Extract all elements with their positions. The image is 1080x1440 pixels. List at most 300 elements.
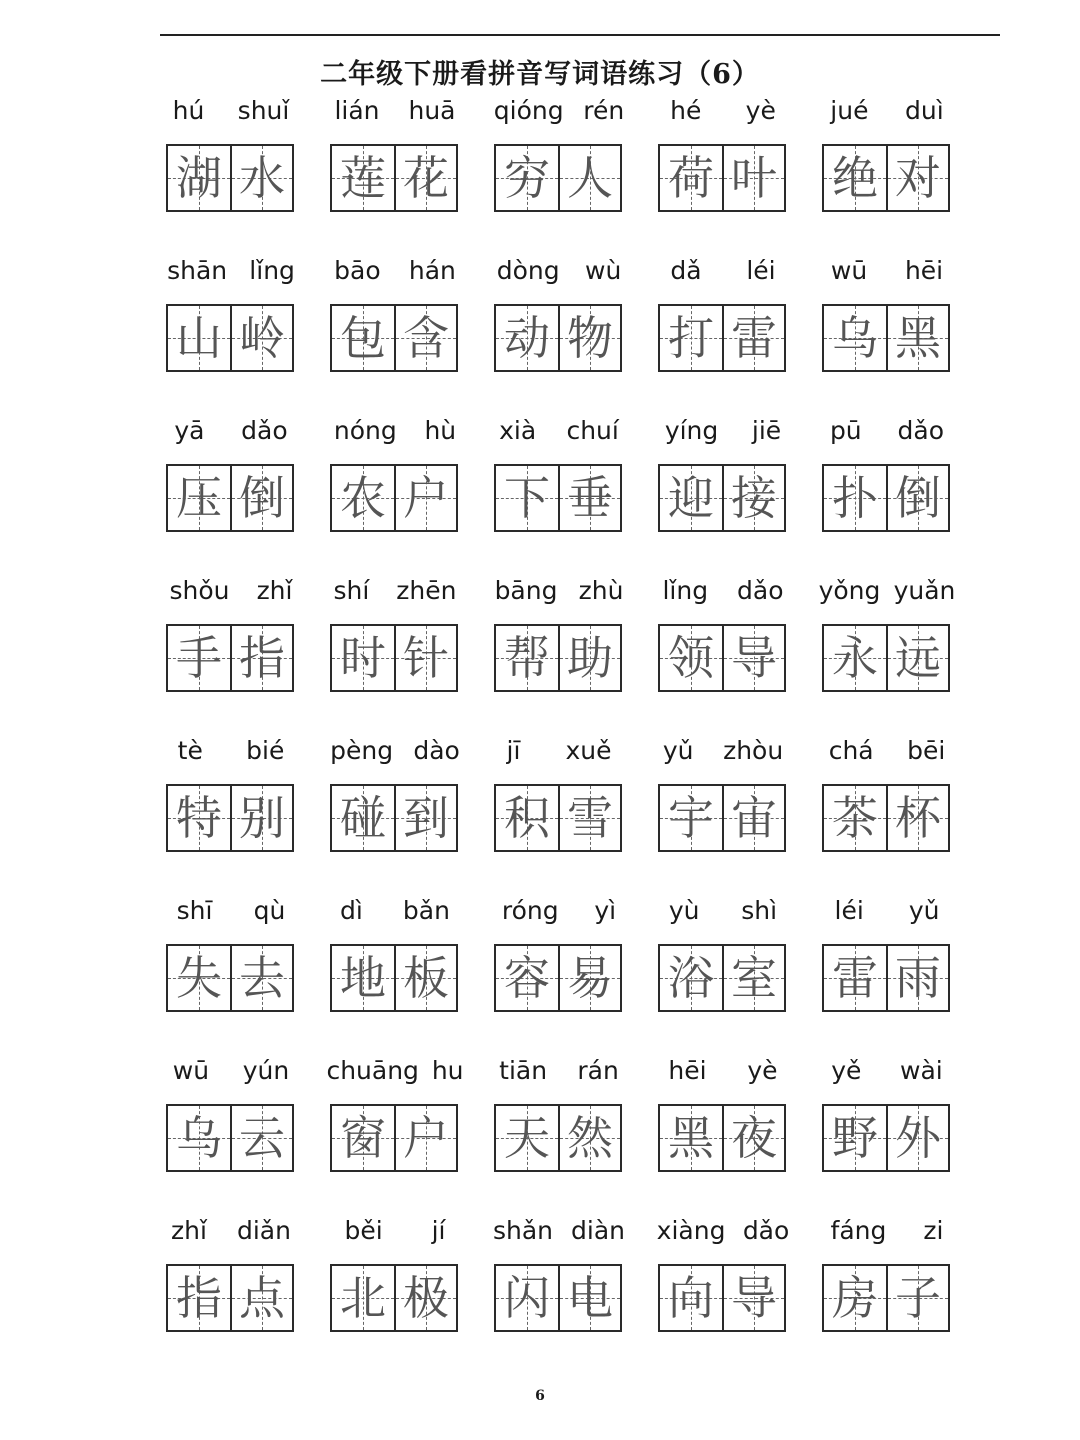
tianzige-cell: [496, 146, 558, 210]
tianzige-cell: [496, 1266, 558, 1330]
word-item: [808, 88, 972, 248]
hanzi-character: 迎: [668, 471, 714, 525]
tianzige-box: [494, 464, 622, 532]
pinyin-syllable: hu: [431, 1056, 464, 1085]
tianzige-cell: [722, 1106, 784, 1170]
hanzi-character: 叶: [731, 151, 777, 205]
pinyin-line: [484, 736, 634, 765]
pinyin-syllable: chuāng: [326, 1056, 419, 1085]
tianzige-box: [330, 304, 458, 372]
hanzi-character: 板: [403, 951, 449, 1005]
pinyin-syllable: tiān: [499, 1056, 548, 1085]
tianzige-box: [166, 464, 294, 532]
hanzi-character: 失: [176, 951, 222, 1005]
tianzige-box: [822, 144, 950, 212]
tianzige-cell: [660, 306, 722, 370]
pinyin-syllable: shī: [176, 896, 213, 925]
hanzi-character: 碰: [340, 791, 386, 845]
pinyin-syllable: lián: [334, 96, 380, 125]
pinyin-syllable: chuí: [566, 416, 619, 445]
page-title: 二年级下册看拼音写词语练习（6）: [320, 59, 760, 90]
word-item: [316, 1208, 480, 1368]
tianzige-box: [658, 944, 786, 1012]
hanzi-character: 绝: [832, 151, 878, 205]
pinyin-line: [812, 96, 962, 125]
pinyin-syllable: zhǐ: [171, 1216, 207, 1245]
pinyin-syllable: zi: [923, 1216, 944, 1245]
tianzige-cell: [722, 626, 784, 690]
pinyin-syllable: shǎn: [492, 1216, 554, 1245]
pinyin-syllable: jī: [506, 736, 521, 765]
hanzi-character: 容: [504, 951, 550, 1005]
hanzi-character: 宙: [731, 791, 777, 845]
pinyin-syllable: hēi: [904, 256, 944, 285]
pinyin-syllable: wài: [900, 1056, 943, 1085]
tianzige-cell: [824, 946, 886, 1010]
tianzige-box: [822, 624, 950, 692]
pinyin-line: [648, 256, 798, 285]
word-item: [152, 1208, 316, 1368]
tianzige-box: [494, 1104, 622, 1172]
pinyin-line: [648, 576, 798, 605]
word-item: [152, 568, 316, 728]
pinyin-syllable: nóng: [333, 416, 397, 445]
hanzi-character: 子: [895, 1271, 941, 1325]
tianzige-cell: [332, 946, 394, 1010]
tianzige-cell: [496, 786, 558, 850]
hanzi-character: 领: [668, 631, 714, 685]
pinyin-syllable: dǎo: [241, 416, 288, 445]
word-item: [480, 728, 644, 888]
hanzi-character: 黑: [668, 1111, 714, 1165]
tianzige-box: [494, 944, 622, 1012]
tianzige-cell: [558, 626, 620, 690]
word-grid: [152, 88, 972, 1368]
pinyin-syllable: léi: [746, 256, 776, 285]
pinyin-syllable: xuě: [565, 736, 612, 765]
pinyin-syllable: yún: [242, 1056, 290, 1085]
word-item: [808, 1048, 972, 1208]
pinyin-line: [156, 1056, 306, 1085]
word-item: [644, 728, 808, 888]
hanzi-character: 物: [567, 311, 613, 365]
hanzi-character: 地: [340, 951, 386, 1005]
word-item: [316, 88, 480, 248]
tianzige-box: [494, 304, 622, 372]
pinyin-syllable: yè: [747, 1056, 778, 1085]
tianzige-cell: [332, 146, 394, 210]
tianzige-cell: [558, 786, 620, 850]
hanzi-character: 雨: [895, 951, 941, 1005]
tianzige-box: [330, 624, 458, 692]
tianzige-box: [166, 944, 294, 1012]
hanzi-character: 外: [895, 1111, 941, 1165]
hanzi-character: 莲: [340, 151, 386, 205]
hanzi-character: 雷: [832, 951, 878, 1005]
tianzige-cell: [230, 1106, 292, 1170]
hanzi-character: 茶: [832, 791, 878, 845]
hanzi-character: 人: [567, 151, 613, 205]
tianzige-cell: [722, 946, 784, 1010]
tianzige-box: [166, 144, 294, 212]
pinyin-syllable: bēi: [907, 736, 946, 765]
tianzige-box: [658, 624, 786, 692]
pinyin-syllable: jí: [431, 1216, 446, 1245]
pinyin-syllable: zhòu: [723, 736, 784, 765]
tianzige-cell: [660, 626, 722, 690]
tianzige-cell: [660, 466, 722, 530]
pinyin-syllable: yuǎn: [893, 576, 956, 605]
pinyin-syllable: shǒu: [169, 576, 230, 605]
tianzige-cell: [394, 946, 456, 1010]
pinyin-syllable: bāng: [494, 576, 558, 605]
hanzi-character: 夜: [731, 1111, 777, 1165]
hanzi-character: 室: [731, 951, 777, 1005]
hanzi-character: 特: [176, 791, 222, 845]
hanzi-character: 乌: [832, 311, 878, 365]
hanzi-character: 山: [176, 311, 222, 365]
hanzi-character: 时: [340, 631, 386, 685]
pinyin-line: [156, 736, 306, 765]
pinyin-syllable: hù: [424, 416, 457, 445]
tianzige-cell: [168, 786, 230, 850]
pinyin-line: [812, 736, 962, 765]
word-item: [644, 568, 808, 728]
pinyin-syllable: jiē: [751, 416, 782, 445]
hanzi-character: 易: [567, 951, 613, 1005]
hanzi-character: 闪: [504, 1271, 550, 1325]
tianzige-cell: [558, 946, 620, 1010]
page-number: 6: [535, 1388, 545, 1404]
tianzige-cell: [230, 306, 292, 370]
pinyin-syllable: dòng: [496, 256, 560, 285]
tianzige-box: [658, 784, 786, 852]
word-item: [316, 888, 480, 1048]
tianzige-cell: [230, 626, 292, 690]
pinyin-syllable: duì: [905, 96, 944, 125]
pinyin-line: [648, 736, 798, 765]
pinyin-line: [484, 1216, 634, 1245]
hanzi-character: 乌: [176, 1111, 222, 1165]
pinyin-syllable: dǎ: [670, 256, 702, 285]
pinyin-syllable: zhēn: [396, 576, 457, 605]
tianzige-box: [166, 784, 294, 852]
tianzige-cell: [230, 1266, 292, 1330]
tianzige-cell: [230, 466, 292, 530]
pinyin-syllable: pū: [829, 416, 862, 445]
word-item: [480, 888, 644, 1048]
pinyin-syllable: shì: [741, 896, 778, 925]
pinyin-line: [156, 576, 306, 605]
tianzige-cell: [886, 146, 948, 210]
pinyin-line: [812, 1216, 962, 1245]
pinyin-syllable: hēi: [668, 1056, 707, 1085]
pinyin-line: [484, 96, 634, 125]
hanzi-character: 向: [668, 1271, 714, 1325]
pinyin-syllable: yǔ: [908, 896, 940, 925]
hanzi-character: 助: [567, 631, 613, 685]
hanzi-character: 包: [340, 311, 386, 365]
pinyin-syllable: qióng: [493, 96, 564, 125]
pinyin-syllable: wù: [585, 256, 622, 285]
tianzige-box: [822, 784, 950, 852]
word-item: [808, 1208, 972, 1368]
word-item: [644, 888, 808, 1048]
tianzige-cell: [824, 466, 886, 530]
tianzige-cell: [558, 1266, 620, 1330]
word-item: [316, 1048, 480, 1208]
hanzi-character: 去: [239, 951, 285, 1005]
hanzi-character: 别: [239, 791, 285, 845]
pinyin-syllable: yì: [594, 896, 617, 925]
tianzige-cell: [230, 786, 292, 850]
tianzige-box: [330, 784, 458, 852]
hanzi-character: 指: [176, 1271, 222, 1325]
tianzige-cell: [168, 146, 230, 210]
pinyin-line: [320, 416, 470, 445]
tianzige-cell: [394, 626, 456, 690]
pinyin-syllable: yè: [745, 96, 776, 125]
pinyin-syllable: dǎo: [897, 416, 945, 445]
tianzige-cell: [168, 306, 230, 370]
word-item: [480, 1208, 644, 1368]
pinyin-line: [320, 1216, 470, 1245]
tianzige-box: [166, 1104, 294, 1172]
tianzige-box: [822, 304, 950, 372]
top-rule: [160, 34, 1000, 36]
pinyin-syllable: róng: [501, 896, 559, 925]
word-item: [808, 568, 972, 728]
pinyin-syllable: běi: [344, 1216, 383, 1245]
word-item: [480, 1048, 644, 1208]
tianzige-box: [658, 304, 786, 372]
pinyin-line: [484, 1056, 634, 1085]
pinyin-syllable: tè: [177, 736, 203, 765]
word-item: [152, 408, 316, 568]
hanzi-character: 点: [239, 1271, 285, 1325]
tianzige-cell: [722, 306, 784, 370]
word-item: [808, 248, 972, 408]
hanzi-character: 黑: [895, 311, 941, 365]
tianzige-cell: [886, 786, 948, 850]
word-item: [316, 728, 480, 888]
hanzi-character: 电: [567, 1271, 613, 1325]
tianzige-cell: [722, 466, 784, 530]
pinyin-syllable: diàn: [571, 1216, 625, 1245]
tianzige-cell: [496, 626, 558, 690]
word-item: [480, 568, 644, 728]
pinyin-syllable: yě: [831, 1056, 862, 1085]
tianzige-cell: [394, 1266, 456, 1330]
word-item: [152, 888, 316, 1048]
hanzi-character: 窗: [340, 1111, 386, 1165]
hanzi-character: 含: [403, 311, 449, 365]
pinyin-syllable: huā: [408, 96, 456, 125]
hanzi-character: 倒: [895, 471, 941, 525]
hanzi-character: 扑: [832, 471, 878, 525]
pinyin-syllable: jué: [830, 96, 869, 125]
pinyin-syllable: yā: [174, 416, 205, 445]
hanzi-character: 压: [176, 471, 222, 525]
pinyin-syllable: wū: [172, 1056, 210, 1085]
tianzige-cell: [558, 306, 620, 370]
word-item: [644, 1048, 808, 1208]
tianzige-cell: [394, 786, 456, 850]
pinyin-syllable: pèng: [330, 736, 394, 765]
word-item: [152, 728, 316, 888]
pinyin-line: [156, 1216, 306, 1245]
hanzi-character: 到: [403, 791, 449, 845]
hanzi-character: 荷: [668, 151, 714, 205]
pinyin-syllable: léi: [834, 896, 864, 925]
hanzi-character: 积: [504, 791, 550, 845]
pinyin-syllable: hán: [408, 256, 456, 285]
tianzige-cell: [722, 786, 784, 850]
hanzi-character: 打: [668, 311, 714, 365]
tianzige-cell: [660, 786, 722, 850]
tianzige-box: [166, 1264, 294, 1332]
hanzi-character: 指: [239, 631, 285, 685]
pinyin-syllable: lǐng: [249, 256, 295, 285]
pinyin-syllable: yíng: [664, 416, 719, 445]
tianzige-box: [330, 1104, 458, 1172]
pinyin-line: [648, 1056, 798, 1085]
pinyin-line: [320, 256, 470, 285]
pinyin-syllable: diǎn: [236, 1216, 291, 1245]
tianzige-cell: [332, 466, 394, 530]
hanzi-character: 手: [176, 631, 222, 685]
hanzi-character: 户: [403, 471, 449, 525]
hanzi-character: 水: [239, 151, 285, 205]
pinyin-line: [648, 96, 798, 125]
pinyin-line: [812, 256, 962, 285]
pinyin-syllable: zhǐ: [256, 576, 293, 605]
hanzi-character: 对: [895, 151, 941, 205]
tianzige-box: [494, 144, 622, 212]
pinyin-line: [812, 416, 962, 445]
tianzige-cell: [332, 626, 394, 690]
pinyin-syllable: yù: [668, 896, 700, 925]
tianzige-cell: [886, 946, 948, 1010]
pinyin-line: [812, 896, 962, 925]
tianzige-cell: [168, 1266, 230, 1330]
pinyin-line: [648, 896, 798, 925]
pinyin-syllable: wū: [830, 256, 868, 285]
tianzige-cell: [824, 146, 886, 210]
tianzige-box: [658, 144, 786, 212]
pinyin-syllable: zhù: [578, 576, 624, 605]
tianzige-cell: [886, 626, 948, 690]
pinyin-syllable: yǒng: [818, 576, 881, 605]
word-item: [808, 728, 972, 888]
tianzige-cell: [558, 466, 620, 530]
tianzige-box: [822, 464, 950, 532]
hanzi-character: 花: [403, 151, 449, 205]
word-item: [480, 408, 644, 568]
word-item: [480, 88, 644, 248]
tianzige-box: [330, 1264, 458, 1332]
tianzige-cell: [394, 1106, 456, 1170]
pinyin-syllable: shān: [167, 256, 228, 285]
pinyin-line: [156, 256, 306, 285]
tianzige-cell: [886, 466, 948, 530]
hanzi-character: 垂: [567, 471, 613, 525]
tianzige-cell: [660, 1106, 722, 1170]
pinyin-line: [648, 1216, 798, 1245]
word-item: [808, 888, 972, 1048]
hanzi-character: 远: [895, 631, 941, 685]
tianzige-cell: [168, 466, 230, 530]
tianzige-cell: [496, 946, 558, 1010]
tianzige-cell: [230, 946, 292, 1010]
tianzige-box: [822, 1264, 950, 1332]
tianzige-cell: [824, 1106, 886, 1170]
word-item: [644, 88, 808, 248]
pinyin-line: [484, 416, 634, 445]
pinyin-line: [156, 96, 306, 125]
word-item: [152, 1048, 316, 1208]
tianzige-cell: [496, 1106, 558, 1170]
hanzi-character: 浴: [668, 951, 714, 1005]
pinyin-syllable: shí: [333, 576, 370, 605]
pinyin-syllable: xià: [499, 416, 537, 445]
tianzige-box: [658, 1104, 786, 1172]
hanzi-character: 农: [340, 471, 386, 525]
tianzige-cell: [886, 1106, 948, 1170]
word-item: [644, 1208, 808, 1368]
word-item: [152, 88, 316, 248]
hanzi-character: 然: [567, 1111, 613, 1165]
hanzi-character: 湖: [176, 151, 222, 205]
tianzige-cell: [394, 306, 456, 370]
tianzige-cell: [722, 146, 784, 210]
hanzi-character: 户: [403, 1111, 449, 1165]
pinyin-syllable: bǎn: [402, 896, 450, 925]
pinyin-syllable: yǔ: [662, 736, 694, 765]
pinyin-syllable: bié: [246, 736, 285, 765]
hanzi-character: 针: [403, 631, 449, 685]
tianzige-cell: [660, 1266, 722, 1330]
tianzige-box: [494, 784, 622, 852]
tianzige-cell: [168, 1106, 230, 1170]
hanzi-character: 下: [504, 471, 550, 525]
pinyin-line: [484, 576, 634, 605]
pinyin-syllable: chá: [828, 736, 874, 765]
pinyin-syllable: fáng: [830, 1216, 887, 1245]
word-item: [808, 408, 972, 568]
tianzige-cell: [332, 1106, 394, 1170]
tianzige-cell: [496, 466, 558, 530]
tianzige-cell: [824, 306, 886, 370]
tianzige-cell: [394, 466, 456, 530]
hanzi-character: 导: [731, 631, 777, 685]
hanzi-character: 北: [340, 1271, 386, 1325]
tianzige-cell: [886, 1266, 948, 1330]
pinyin-syllable: dǎo: [742, 1216, 790, 1245]
tianzige-cell: [332, 306, 394, 370]
tianzige-cell: [886, 306, 948, 370]
pinyin-line: [156, 896, 306, 925]
pinyin-line: [648, 416, 798, 445]
hanzi-character: 宇: [668, 791, 714, 845]
tianzige-cell: [558, 1106, 620, 1170]
pinyin-syllable: bāo: [334, 256, 381, 285]
hanzi-character: 动: [504, 311, 550, 365]
pinyin-syllable: lǐng: [662, 576, 709, 605]
tianzige-cell: [168, 626, 230, 690]
hanzi-character: 野: [832, 1111, 878, 1165]
pinyin-syllable: xiàng: [656, 1216, 726, 1245]
